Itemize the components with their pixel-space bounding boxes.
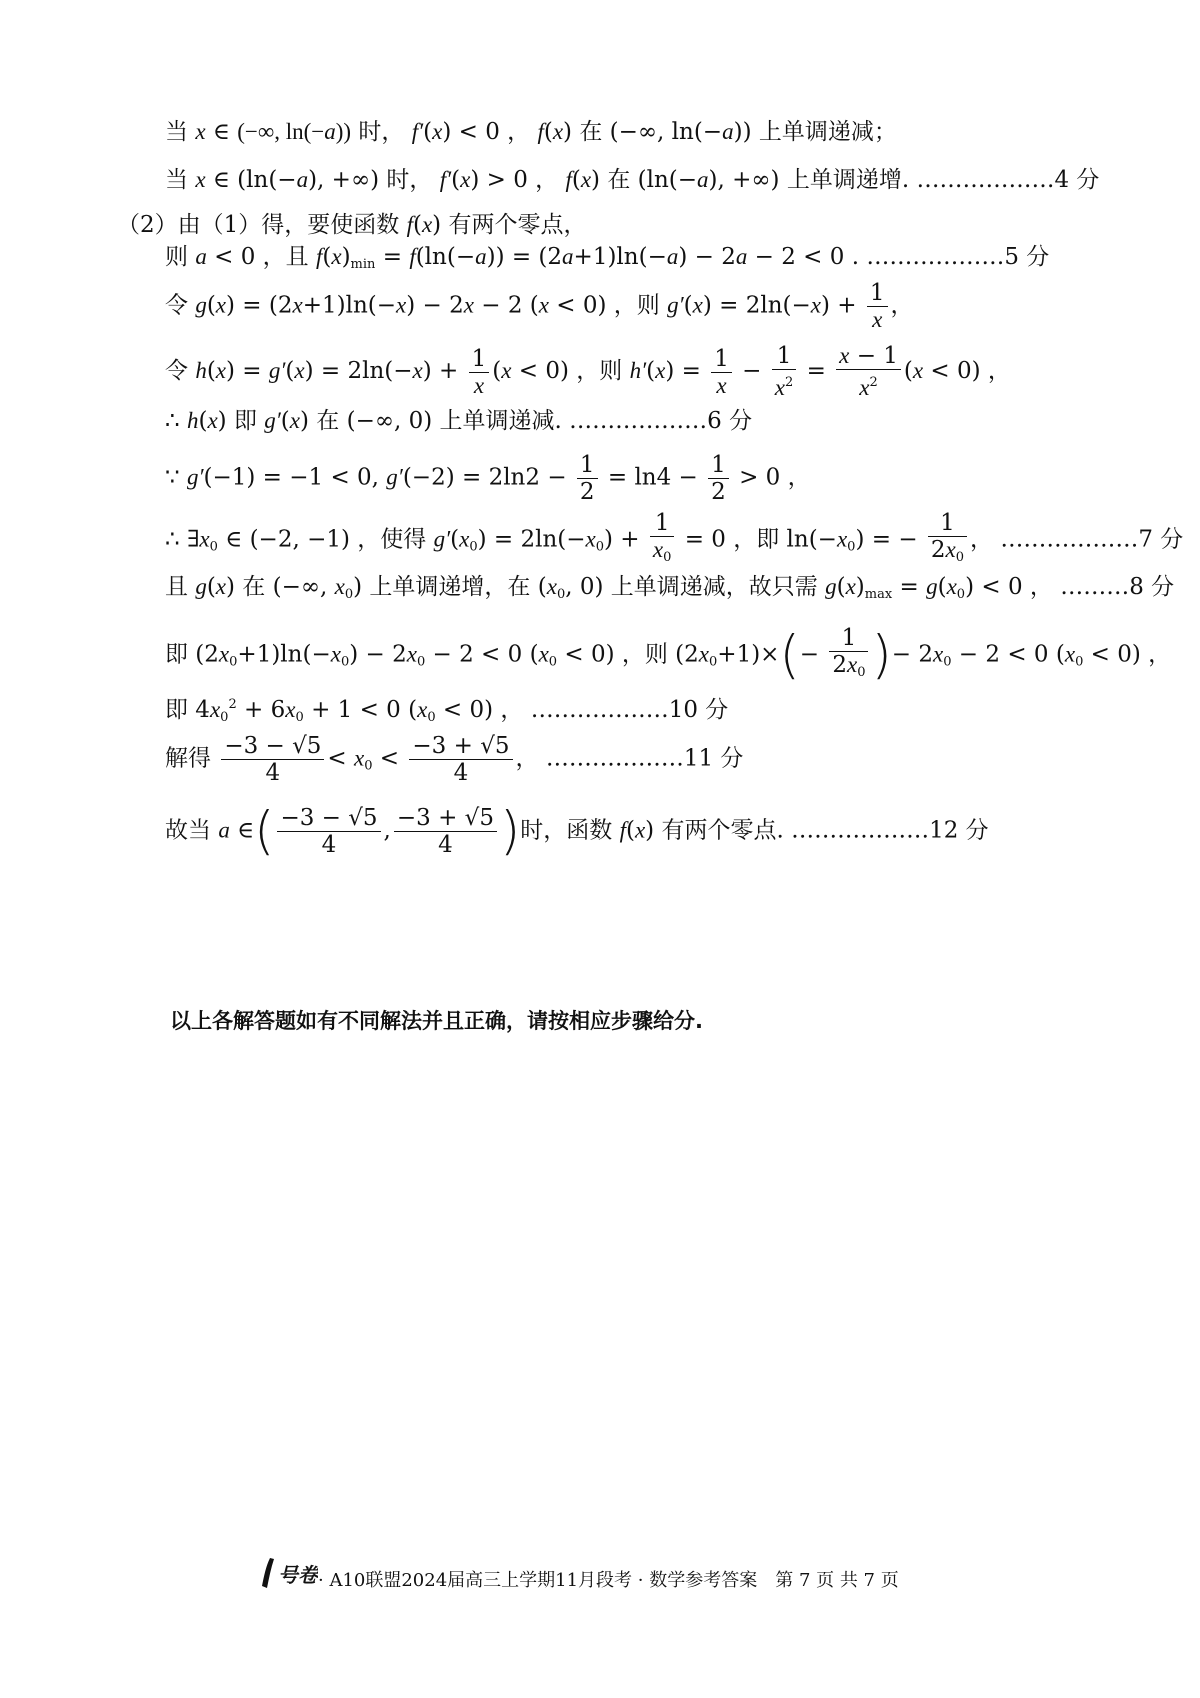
fraction: $\frac{-3 + √5}{4}$ xyxy=(394,805,497,858)
solution-line-6: 令 h(x) = g′(x) = 2ln(−x) + $\frac{1}{x}$ (x < 0) ，则 h′(x) = $\frac{1}{x}$ − $\frac{1}{x^2}$ = $\frac{x - 1}{x^2}$ (x < 0) ， xyxy=(165,343,1011,400)
solution-line-5: 令 g(x) = (2x+1)ln(−x) − 2x − 2 (x < 0) ，则 g′(x) = 2ln(−x) + $\frac{1}{x}$ ， xyxy=(165,280,914,332)
solution-line-14: 故当 a ∈( $\frac{-3 - √5}{4}$ , $\frac{-3 + √5}{4}$ )时，函数 f(x) 有两个零点. ………………12 分 xyxy=(165,801,989,862)
solution-line-8: ∵ g′(−1) = −1 < 0, g′(−2) = 2ln2 − $\frac{1}{2}$ = ln4 − $\frac{1}{2}$ > 0 ， xyxy=(165,452,811,505)
solution-line-9: ∴ $\exists x_0$ ∈ (−2, −1) ，使得 $g'(x_0) = 2\ln(-x_0)$ + $\frac{1}{x_0}$ = 0 ，即 $\ln(-x_0)$ = − $\frac{1}{2x_0}$ ， ………………7 分 xyxy=(165,510,1183,571)
fraction: $\frac{x - 1}{x^2}$ xyxy=(836,343,901,401)
page-footer xyxy=(318,1566,899,1592)
fraction: $\frac{-3 - √5}{4}$ xyxy=(221,733,324,786)
score-12: ………………12 分 xyxy=(791,817,989,844)
solution-line-13: 解得 $\frac{-3 - √5}{4}$ < $x_0$ < $\frac{-3 + √5}{4}$ ， ………………11 分 xyxy=(165,733,744,786)
score-6: ………………6 分 xyxy=(569,408,753,434)
solution-line-2: 当 x ∈ (ln(−a), +∞) 时， f′(x) > 0 ， f(x) 在 (ln(−a), +∞) 上单调递增. ………………4 分 xyxy=(165,167,1100,193)
score-10: ………………10 分 xyxy=(530,697,729,723)
fraction: $\frac{1}{x}$ xyxy=(711,346,732,399)
fraction: $\frac{1}{2}$ xyxy=(708,452,729,505)
fraction: $\frac{1}{x}$ xyxy=(469,346,490,399)
score-4: ………………4 分 xyxy=(916,167,1100,193)
fraction: $\frac{1}{2x_0}$ xyxy=(829,625,868,686)
fraction: $\frac{1}{x^2}$ xyxy=(772,343,797,401)
grading-note: 以上各解答题如有不同解法并且正确，请按相应步骤给分. xyxy=(170,1009,703,1033)
fraction: $\frac{1}{2}$ xyxy=(577,452,598,505)
solution-line-4: 则 a < 0 ，且 $f(x)_{min} = f(\ln(-a)) = (2a+1)\ln(-a) - 2a - 2 < 0$ . ………………5 分 xyxy=(165,244,1050,272)
svg-text:号卷: 号卷 xyxy=(278,1563,318,1587)
score-8: ………8 分 xyxy=(1060,574,1175,600)
fraction: $\frac{1}{2x_0}$ xyxy=(928,510,967,571)
score-5: ………………5 分 xyxy=(866,244,1050,270)
fraction: $\frac{1}{x_0}$ xyxy=(650,510,675,571)
solution-line-10: 且 g(x) 在 (−∞, $x_0$) 上单调递增，在 ($x_0$, 0) 上单调递减，故只需 $g(x)_{max} = g(x_0) < 0$ ， ………8 分 xyxy=(165,574,1175,602)
brand-logo-icon xyxy=(258,1556,318,1592)
solution-line-12: 即 $4x_0^2 + 6x_0 + 1 < 0$ $(x_0 < 0)$ ， ………………10 分 xyxy=(165,697,729,725)
fraction: $\frac{-3 + √5}{4}$ xyxy=(409,733,512,786)
score-11: ………………11 分 xyxy=(545,745,744,772)
solution-line-7: ∴ h(x) 即 g′(x) 在 (−∞, 0) 上单调递减. ………………6 分 xyxy=(165,408,753,434)
solution-line-3: （2）由（1）得，要使函数 f(x) 有两个零点， xyxy=(117,212,587,238)
score-7: ………………7 分 xyxy=(1000,526,1184,553)
fraction: $\frac{-3 - √5}{4}$ xyxy=(277,805,380,858)
solution-line-11: 即 $(2x_0+1)\ln(-x_0) - 2x_0 - 2 < 0$ $(x_0 < 0)$ ，则 $(2x_0+1)\times(-$ $\frac{1}{2x_0}$ )− $2x_0 - 2 < 0$ $(x_0 < 0)$ ， xyxy=(165,625,1172,686)
fraction: $\frac{1}{x}$ xyxy=(867,280,888,333)
footer-text: · A10联盟2024届高三上学期11月段考 · 数学参考答案 第 7 页 共 7 页 xyxy=(318,1570,899,1591)
solution-line-1: 当 x ∈ (−∞, ln(−a)) 时， f′(x) < 0 ， f(x) 在 (−∞, ln(−a)) 上单调递减； xyxy=(165,119,897,145)
